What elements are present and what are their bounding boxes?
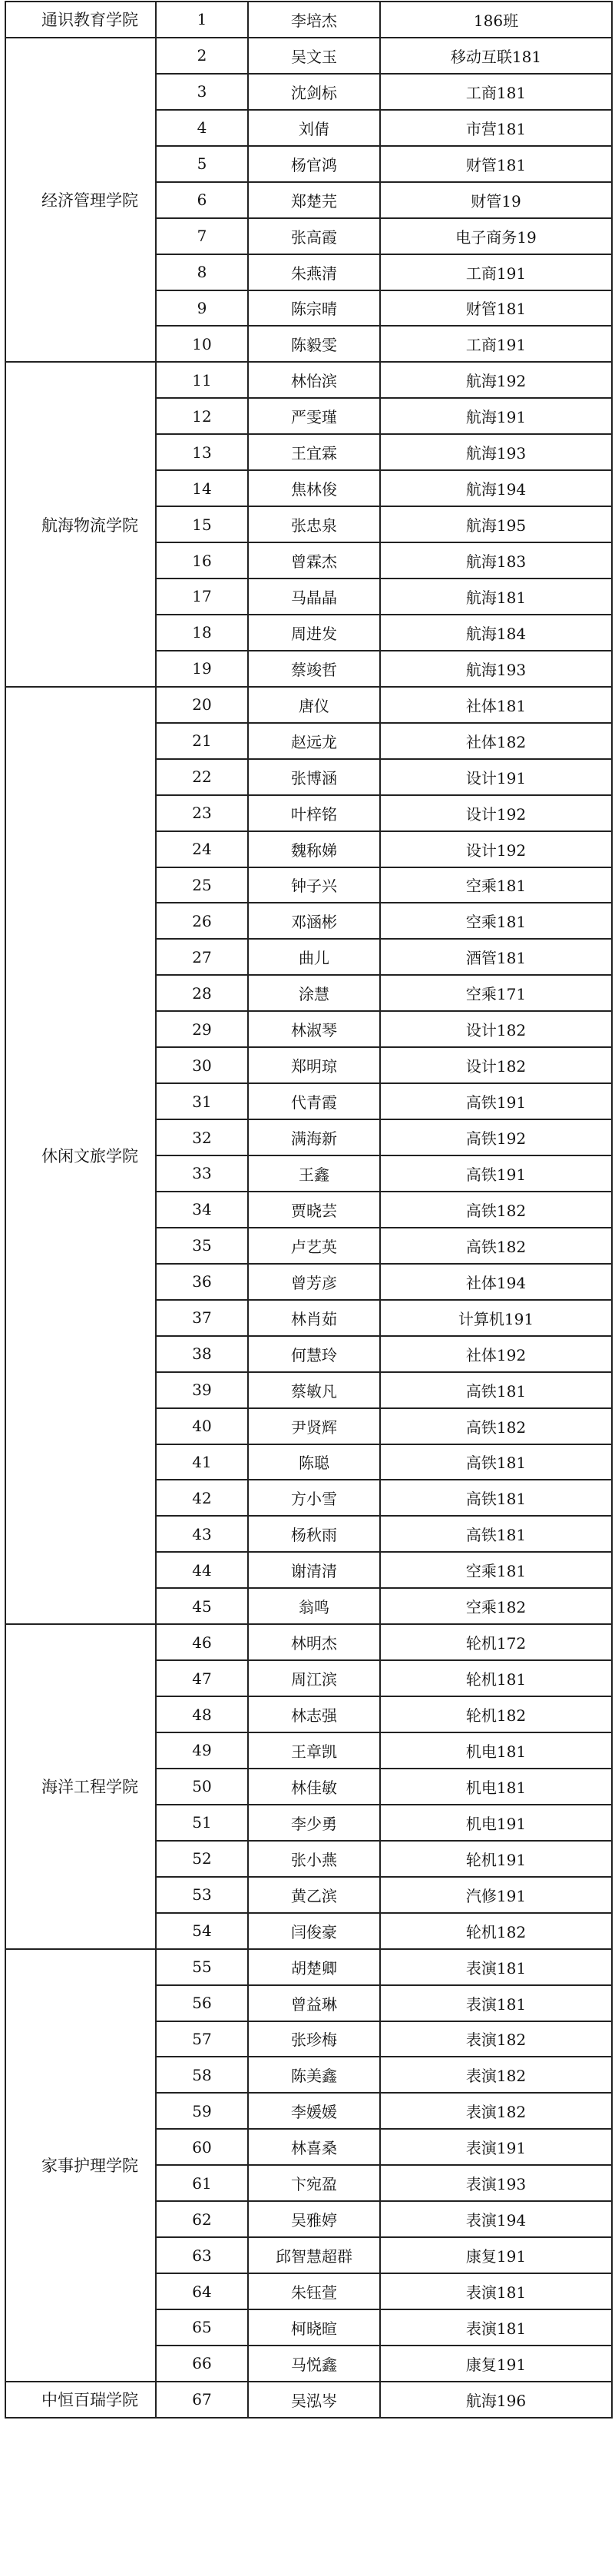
number-cell: 27	[156, 939, 248, 975]
name-cell: 吴雅婷	[248, 2201, 380, 2237]
number-cell: 35	[156, 1228, 248, 1264]
number-cell: 67	[156, 2382, 248, 2418]
number-cell: 21	[156, 723, 248, 759]
student-roster-table	[5, 1, 613, 2419]
number-cell: 8	[156, 254, 248, 290]
class-cell: 表演181	[380, 1985, 612, 2021]
number-cell: 20	[156, 687, 248, 723]
number-cell: 24	[156, 831, 248, 867]
class-cell: 空乘181	[380, 867, 612, 903]
class-cell: 社体194	[380, 1264, 612, 1300]
number-cell: 42	[156, 1480, 248, 1516]
number-cell: 37	[156, 1300, 248, 1336]
class-cell: 表演193	[380, 2165, 612, 2201]
number-cell: 58	[156, 2057, 248, 2093]
number-cell: 45	[156, 1588, 248, 1624]
class-cell: 航海193	[380, 434, 612, 470]
name-cell: 邓涵彬	[248, 903, 380, 939]
number-cell: 40	[156, 1408, 248, 1444]
college-cell: 通识教育学院	[5, 2, 156, 38]
class-cell: 计算机191	[380, 1300, 612, 1336]
name-cell: 唐仪	[248, 687, 380, 723]
name-cell: 杨官鸿	[248, 146, 380, 182]
name-cell: 林怡滨	[248, 362, 380, 398]
class-cell: 电子商务19	[380, 218, 612, 254]
class-cell: 高铁182	[380, 1192, 612, 1228]
table-row	[5, 38, 612, 74]
class-cell: 高铁191	[380, 1155, 612, 1192]
number-cell: 23	[156, 795, 248, 831]
number-cell: 38	[156, 1336, 248, 1372]
class-cell: 航海192	[380, 362, 612, 398]
class-cell: 机电181	[380, 1732, 612, 1769]
table-row	[5, 2, 612, 38]
name-cell: 蔡敏凡	[248, 1372, 380, 1408]
class-cell: 航海181	[380, 579, 612, 615]
number-cell: 61	[156, 2165, 248, 2201]
name-cell: 杨秋雨	[248, 1516, 380, 1552]
class-cell: 空乘181	[380, 1552, 612, 1588]
number-cell: 46	[156, 1624, 248, 1660]
number-cell: 52	[156, 1841, 248, 1877]
number-cell: 65	[156, 2309, 248, 2346]
name-cell: 翁鸣	[248, 1588, 380, 1624]
number-cell: 64	[156, 2273, 248, 2309]
class-cell: 表演182	[380, 2021, 612, 2057]
class-cell: 财管181	[380, 146, 612, 182]
number-cell: 59	[156, 2093, 248, 2129]
college-cell: 休闲文旅学院	[5, 687, 156, 1624]
number-cell: 51	[156, 1805, 248, 1841]
name-cell: 刘倩	[248, 110, 380, 146]
class-cell: 航海194	[380, 470, 612, 506]
number-cell: 32	[156, 1119, 248, 1155]
name-cell: 满海新	[248, 1119, 380, 1155]
number-cell: 13	[156, 434, 248, 470]
class-cell: 酒管181	[380, 939, 612, 975]
name-cell: 林志强	[248, 1696, 380, 1732]
number-cell: 18	[156, 615, 248, 651]
name-cell: 方小雪	[248, 1480, 380, 1516]
name-cell: 陈宗晴	[248, 290, 380, 327]
name-cell: 贾晓芸	[248, 1192, 380, 1228]
class-cell: 高铁191	[380, 1083, 612, 1119]
class-cell: 表演181	[380, 2273, 612, 2309]
name-cell: 王鑫	[248, 1155, 380, 1192]
class-cell: 高铁182	[380, 1228, 612, 1264]
name-cell: 严雯瑾	[248, 398, 380, 434]
class-cell: 表演182	[380, 2057, 612, 2093]
name-cell: 李培杰	[248, 2, 380, 38]
name-cell: 闫俊豪	[248, 1913, 380, 1949]
name-cell: 周江滨	[248, 1660, 380, 1696]
class-cell: 轮机181	[380, 1660, 612, 1696]
college-cell: 家事护理学院	[5, 1949, 156, 2382]
class-cell: 设计191	[380, 759, 612, 795]
name-cell: 曾霖杰	[248, 542, 380, 579]
name-cell: 王章凯	[248, 1732, 380, 1769]
class-cell: 轮机172	[380, 1624, 612, 1660]
college-cell: 海洋工程学院	[5, 1624, 156, 1948]
name-cell: 张忠泉	[248, 506, 380, 542]
number-cell: 60	[156, 2129, 248, 2165]
name-cell: 林明杰	[248, 1624, 380, 1660]
name-cell: 马悦鑫	[248, 2346, 380, 2382]
number-cell: 66	[156, 2346, 248, 2382]
name-cell: 林淑琴	[248, 1011, 380, 1047]
roster-body	[5, 2, 612, 2418]
class-cell: 设计192	[380, 795, 612, 831]
number-cell: 19	[156, 651, 248, 687]
number-cell: 26	[156, 903, 248, 939]
number-cell: 50	[156, 1769, 248, 1805]
number-cell: 3	[156, 74, 248, 110]
name-cell: 林喜桑	[248, 2129, 380, 2165]
name-cell: 邱智慧超群	[248, 2237, 380, 2273]
class-cell: 表演182	[380, 2093, 612, 2129]
class-cell: 机电191	[380, 1805, 612, 1841]
class-cell: 航海191	[380, 398, 612, 434]
number-cell: 16	[156, 542, 248, 579]
number-cell: 55	[156, 1949, 248, 1985]
class-cell: 汽修191	[380, 1877, 612, 1913]
name-cell: 柯晓暄	[248, 2309, 380, 2346]
class-cell: 表演194	[380, 2201, 612, 2237]
table-row	[5, 2382, 612, 2418]
number-cell: 43	[156, 1516, 248, 1552]
name-cell: 钟子兴	[248, 867, 380, 903]
number-cell: 48	[156, 1696, 248, 1732]
table-row	[5, 362, 612, 398]
class-cell: 空乘171	[380, 975, 612, 1011]
number-cell: 33	[156, 1155, 248, 1192]
number-cell: 4	[156, 110, 248, 146]
number-cell: 10	[156, 326, 248, 362]
name-cell: 卢艺英	[248, 1228, 380, 1264]
class-cell: 移动互联181	[380, 38, 612, 74]
class-cell: 表演181	[380, 1949, 612, 1985]
class-cell: 工商181	[380, 74, 612, 110]
class-cell: 财管181	[380, 290, 612, 327]
name-cell: 曾益琳	[248, 1985, 380, 2021]
name-cell: 何慧玲	[248, 1336, 380, 1372]
college-cell: 航海物流学院	[5, 362, 156, 686]
number-cell: 39	[156, 1372, 248, 1408]
name-cell: 朱钰萱	[248, 2273, 380, 2309]
name-cell: 张博涵	[248, 759, 380, 795]
name-cell: 张珍梅	[248, 2021, 380, 2057]
number-cell: 15	[156, 506, 248, 542]
class-cell: 设计182	[380, 1047, 612, 1083]
class-cell: 186班	[380, 2, 612, 38]
class-cell: 社体192	[380, 1336, 612, 1372]
class-cell: 设计192	[380, 831, 612, 867]
name-cell: 吴文玉	[248, 38, 380, 74]
number-cell: 29	[156, 1011, 248, 1047]
class-cell: 高铁182	[380, 1408, 612, 1444]
number-cell: 7	[156, 218, 248, 254]
number-cell: 5	[156, 146, 248, 182]
table-row	[5, 1949, 612, 1985]
name-cell: 马晶晶	[248, 579, 380, 615]
number-cell: 17	[156, 579, 248, 615]
class-cell: 高铁181	[380, 1516, 612, 1552]
name-cell: 吴泓岑	[248, 2382, 380, 2418]
number-cell: 41	[156, 1444, 248, 1480]
number-cell: 31	[156, 1083, 248, 1119]
class-cell: 工商191	[380, 254, 612, 290]
number-cell: 12	[156, 398, 248, 434]
table-row	[5, 687, 612, 723]
name-cell: 王宜霖	[248, 434, 380, 470]
name-cell: 郑楚芫	[248, 182, 380, 218]
number-cell: 36	[156, 1264, 248, 1300]
number-cell: 47	[156, 1660, 248, 1696]
number-cell: 44	[156, 1552, 248, 1588]
name-cell: 谢清清	[248, 1552, 380, 1588]
number-cell: 14	[156, 470, 248, 506]
number-cell: 53	[156, 1877, 248, 1913]
class-cell: 航海195	[380, 506, 612, 542]
class-cell: 高铁181	[380, 1444, 612, 1480]
name-cell: 林肖茹	[248, 1300, 380, 1336]
class-cell: 高铁181	[380, 1372, 612, 1408]
class-cell: 轮机182	[380, 1696, 612, 1732]
class-cell: 高铁192	[380, 1119, 612, 1155]
class-cell: 社体181	[380, 687, 612, 723]
name-cell: 魏称娣	[248, 831, 380, 867]
name-cell: 陈聪	[248, 1444, 380, 1480]
class-cell: 轮机182	[380, 1913, 612, 1949]
number-cell: 11	[156, 362, 248, 398]
number-cell: 6	[156, 182, 248, 218]
name-cell: 张小燕	[248, 1841, 380, 1877]
number-cell: 57	[156, 2021, 248, 2057]
number-cell: 62	[156, 2201, 248, 2237]
number-cell: 2	[156, 38, 248, 74]
class-cell: 表演181	[380, 2309, 612, 2346]
name-cell: 沈剑标	[248, 74, 380, 110]
number-cell: 25	[156, 867, 248, 903]
class-cell: 空乘181	[380, 903, 612, 939]
number-cell: 56	[156, 1985, 248, 2021]
number-cell: 1	[156, 2, 248, 38]
name-cell: 朱燕清	[248, 254, 380, 290]
name-cell: 周进发	[248, 615, 380, 651]
class-cell: 市营181	[380, 110, 612, 146]
class-cell: 高铁181	[380, 1480, 612, 1516]
number-cell: 49	[156, 1732, 248, 1769]
name-cell: 焦林俊	[248, 470, 380, 506]
name-cell: 尹贤辉	[248, 1408, 380, 1444]
name-cell: 李媛媛	[248, 2093, 380, 2129]
class-cell: 机电181	[380, 1769, 612, 1805]
class-cell: 航海196	[380, 2382, 612, 2418]
class-cell: 航海193	[380, 651, 612, 687]
name-cell: 卞宛盈	[248, 2165, 380, 2201]
class-cell: 表演191	[380, 2129, 612, 2165]
name-cell: 曲儿	[248, 939, 380, 975]
class-cell: 轮机191	[380, 1841, 612, 1877]
class-cell: 空乘182	[380, 1588, 612, 1624]
class-cell: 工商191	[380, 326, 612, 362]
name-cell: 林佳敏	[248, 1769, 380, 1805]
name-cell: 陈美鑫	[248, 2057, 380, 2093]
name-cell: 陈毅雯	[248, 326, 380, 362]
class-cell: 康复191	[380, 2346, 612, 2382]
name-cell: 李少勇	[248, 1805, 380, 1841]
class-cell: 财管19	[380, 182, 612, 218]
class-cell: 航海184	[380, 615, 612, 651]
name-cell: 郑明琼	[248, 1047, 380, 1083]
name-cell: 黄乙滨	[248, 1877, 380, 1913]
name-cell: 张高霞	[248, 218, 380, 254]
class-cell: 社体182	[380, 723, 612, 759]
name-cell: 叶梓铭	[248, 795, 380, 831]
name-cell: 涂慧	[248, 975, 380, 1011]
class-cell: 设计182	[380, 1011, 612, 1047]
college-cell: 经济管理学院	[5, 38, 156, 362]
number-cell: 30	[156, 1047, 248, 1083]
number-cell: 34	[156, 1192, 248, 1228]
class-cell: 航海183	[380, 542, 612, 579]
table-row	[5, 1624, 612, 1660]
college-cell: 中恒百瑞学院	[5, 2382, 156, 2418]
number-cell: 63	[156, 2237, 248, 2273]
number-cell: 9	[156, 290, 248, 327]
name-cell: 胡楚卿	[248, 1949, 380, 1985]
class-cell: 康复191	[380, 2237, 612, 2273]
name-cell: 赵远龙	[248, 723, 380, 759]
number-cell: 28	[156, 975, 248, 1011]
number-cell: 54	[156, 1913, 248, 1949]
name-cell: 代青霞	[248, 1083, 380, 1119]
name-cell: 曾芳彦	[248, 1264, 380, 1300]
name-cell: 蔡竣哲	[248, 651, 380, 687]
number-cell: 22	[156, 759, 248, 795]
